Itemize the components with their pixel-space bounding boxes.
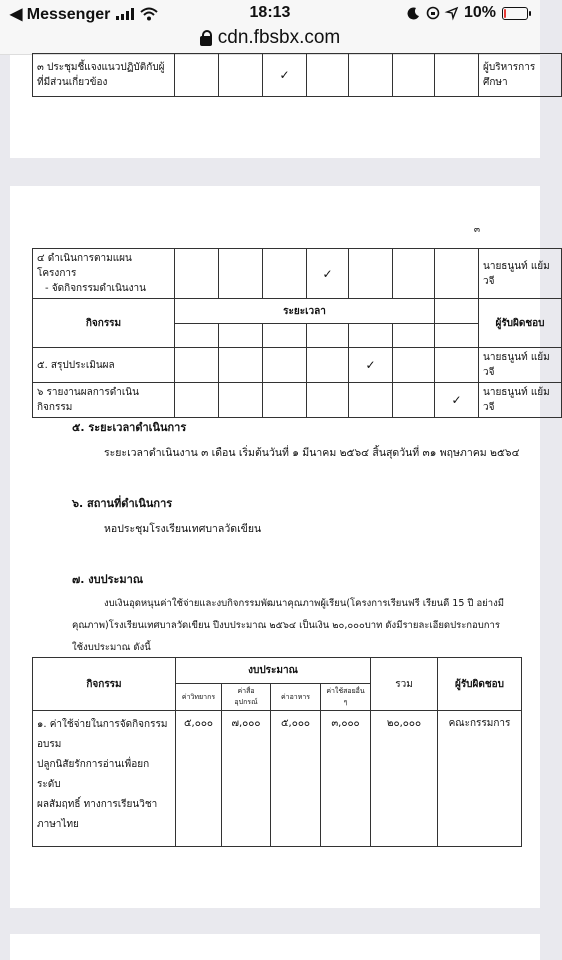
owner-cell: คณะกรรมการ (438, 711, 522, 847)
url-text[interactable]: cdn.fbsbx.com (217, 27, 341, 48)
check-mark: ✓ (307, 249, 349, 299)
section-7-line-1: งบเงินอุดหนุนค่าใช้จ่ายและงบกิจกรรมพัฒนาคุณภาพผู้เรียน(โครงการเรียนฟรี เรียนดี 15 ปี อย่างมี (104, 598, 504, 609)
check-mark: ✓ (263, 54, 307, 97)
battery-icon (502, 7, 528, 20)
activity-cell (33, 249, 175, 299)
lock-icon (200, 36, 212, 46)
activity-cell: ๕. สรุปประเมินผล (33, 348, 175, 383)
check-mark: ✓ (349, 348, 393, 383)
owner-cell: นายธนูนท์ แย้มวจี (479, 348, 562, 383)
activity-subitem: - จัดกิจกรรมดำเนินงาน (45, 283, 146, 294)
back-app-label[interactable]: ◀ Messenger (10, 6, 111, 23)
header-activity: กิจกรรม (33, 299, 175, 348)
page-number: ๓ (473, 225, 480, 235)
clock: 18:13 (249, 4, 291, 21)
section-5-heading: ๕. ระยะเวลาดำเนินการ (72, 421, 187, 434)
schedule-table-continued (32, 53, 562, 97)
header-owner: ผู้รับผิดชอบ (438, 658, 522, 711)
total-cell: ๒๐,๐๐๐ (371, 711, 438, 847)
subheader-food: ค่าอาหาร (271, 684, 321, 711)
budget-table (32, 657, 522, 847)
activity-cell: ๓ ประชุมชี้แจงแนวปฏิบัติกับผู้ที่มีส่วนเกี่ยวข้อง (33, 54, 175, 97)
activity-cell: ๖ รายงานผลการดำเนินกิจกรรม (33, 383, 175, 418)
activity-title: ๔ ดำเนินการตามแผนโครงการ (37, 253, 132, 279)
table-row (33, 249, 562, 299)
url-bar[interactable] (0, 24, 540, 55)
section-7-heading: ๗. งบประมาณ (72, 573, 144, 586)
location-arrow-icon (446, 7, 458, 19)
document-page-1 (10, 55, 540, 158)
schedule-table (32, 248, 562, 418)
header-activity: กิจกรรม (33, 658, 176, 711)
header-period: ระยะเวลา (175, 299, 435, 324)
header-total: รวม (371, 658, 438, 711)
document-page-2 (10, 186, 550, 908)
table-header-row (33, 658, 522, 684)
section-6-text: หอประชุมโรงเรียนเทศบาลวัดเขียน (104, 523, 262, 535)
moon-icon (407, 7, 420, 20)
header-budget: งบประมาณ (176, 658, 371, 684)
table-header-row (33, 299, 562, 324)
section-7-line-3: ใช้งบประมาณ ดังนี้ (72, 642, 151, 653)
activity-cell: ๑. ค่าใช้จ่ายในการจัดกิจกรรมอบรม ปลูกนิสัยรักการอ่านเพื่อยกระดับ ผลสัมฤทธิ์ ทางการเรียนวิชา ภาษาไทย (33, 711, 176, 847)
value-cell: ๕,๐๐๐ (271, 711, 321, 847)
value-cell: ๕,๐๐๐ (176, 711, 222, 847)
status-bar (0, 0, 540, 24)
table-row (33, 348, 562, 383)
rotation-lock-icon (426, 6, 440, 20)
owner-cell: ผู้บริหารการศึกษา (479, 54, 562, 97)
section-5-text: ระยะเวลาดำเนินงาน ๓ เดือน เริ่มต้นวันที่ ๑ มีนาคม ๒๕๖๔ สิ้นสุดวันที่ ๓๑ พฤษภาคม ๒๕๖๔ (104, 447, 520, 459)
value-cell: ๓,๐๐๐ (321, 711, 371, 847)
subheader-speaker-fee: ค่าวิทยากร (176, 684, 222, 711)
check-mark: ✓ (435, 383, 479, 418)
battery-percent: 10% (463, 4, 496, 21)
section-6-heading: ๖. สถานที่ดำเนินการ (72, 497, 173, 510)
value-cell: ๗,๐๐๐ (222, 711, 271, 847)
owner-cell: นายธนูนท์ แย้มวจี (479, 383, 562, 418)
section-7-line-2: คุณภาพ)โรงเรียนเทศบาลวัดเขียน ปีงบประมาณ ๒๕๖๔ เป็นเงิน ๒๐,๐๐๐บาท ดังมีรายละเอียดประกอบการ (72, 620, 500, 631)
header-owner: ผู้รับผิดชอบ (479, 299, 562, 348)
table-row (33, 54, 562, 97)
document-page-3 (10, 934, 540, 960)
table-row (33, 383, 562, 418)
owner-cell: นายธนูนท์ แย้มวจี (479, 249, 562, 299)
subheader-other: ค่าใช้สอยอื่น ๆ (321, 684, 371, 711)
subheader-materials: ค่าสื่ออุปกรณ์ (222, 684, 271, 711)
table-row (33, 711, 522, 847)
